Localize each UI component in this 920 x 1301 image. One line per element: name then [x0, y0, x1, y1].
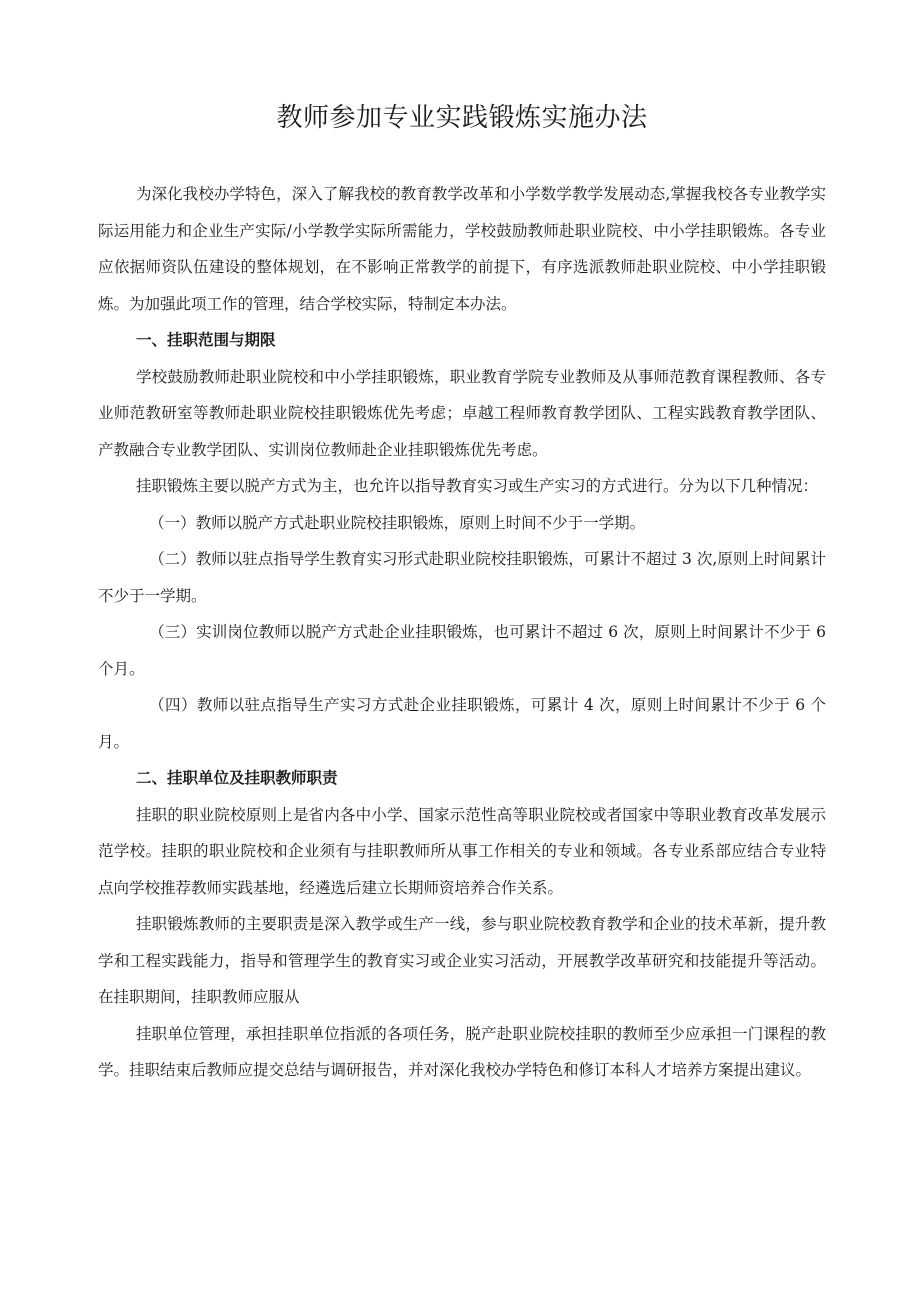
section-1-paragraph-2: 挂职锻炼主要以脱产方式为主，也允许以指导教育实习或生产实习的方式进行。分为以下几种情况： — [135, 477, 818, 495]
section-1-item-1: （一）教师以脱产方式赴职业院校挂职锻炼，原则上时间不少于一学期。 — [149, 513, 646, 532]
intro-paragraph: 为深化我校办学特色，深入了解我校的教育教学改革和小学数学教学发展动态,掌握我校各专业教学实际运用能力和企业生产实际/小学教学实际所需能力，学校鼓励教师赴职业院校、中小学挂职锻炼。各专业应依据师资队伍建设的整体规划，在不影响正常教学的前提下，有序选派教师赴职业院校、中小学挂职锻炼。为加强此项工作的管理，结合学校实际，特制定本办法。 — [98, 185, 826, 313]
section-2-paragraph-1: 挂职的职业院校原则上是省内各中小学、国家示范性高等职业院校或者国家中等职业教育改革发展示范学校。挂职的职业院校和企业须有与挂职教师所从事工作相关的专业和领域。各专业系部应结合专业特点向学校推荐教师实践基地，经遴选后建立长期师资培养合作关系。 — [98, 805, 826, 897]
section-1-paragraph-1: 学校鼓励教师赴职业院校和中小学挂职锻炼，职业教育学院专业教师及从事师范教育课程教师、各专业师范教研室等教师赴职业院校挂职锻炼优先考虑；卓越工程师教育教学团队、工程实践教育教学团队、产教融合专业教学团队、实训岗位教师赴企业挂职锻炼优先考虑。 — [98, 367, 826, 459]
section-2-paragraph-3: 挂职单位管理，承担挂职单位指派的各项任务，脱产赴职业院校挂职的教师至少应承担一门课程的教学。挂职结束后教师应提交总结与调研报告，并对深化我校办学特色和修订本科人才培养方案提出建议。 — [98, 1024, 826, 1079]
section-1-heading: 一、挂职范围与期限 — [135, 330, 276, 349]
document-page — [98, 98, 826, 1089]
section-2-paragraph-2: 挂职锻炼教师的主要职责是深入教学或生产一线，参与职业院校教育教学和企业的技术革新，提升教学和工程实践能力，指导和管理学生的教育实习或企业实习活动，开展教学改革研究和技能提升等活动。在挂职期间，挂职教师应服从 — [98, 915, 826, 1006]
document-title: 教师参加专业实践锻炼实施办法 — [276, 103, 648, 133]
section-1-item-3: （三）实训岗位教师以脱产方式赴企业挂职锻炼，也可累计不超过 6 次，原则上时间累计不少于 6 个月。 — [98, 623, 826, 678]
section-1-item-2: （二）教师以驻点指导学生教育实习形式赴职业院校挂职锻炼，可累计不超过 3 次,原则上时间累计不少于一学期。 — [98, 550, 826, 605]
section-1-item-4: （四）教师以驻点指导生产实习方式赴企业挂职锻炼，可累计 4 次，原则上时间累计不少于 6 个月。 — [98, 696, 826, 751]
section-2-heading: 二、挂职单位及挂职教师职责 — [135, 768, 338, 787]
